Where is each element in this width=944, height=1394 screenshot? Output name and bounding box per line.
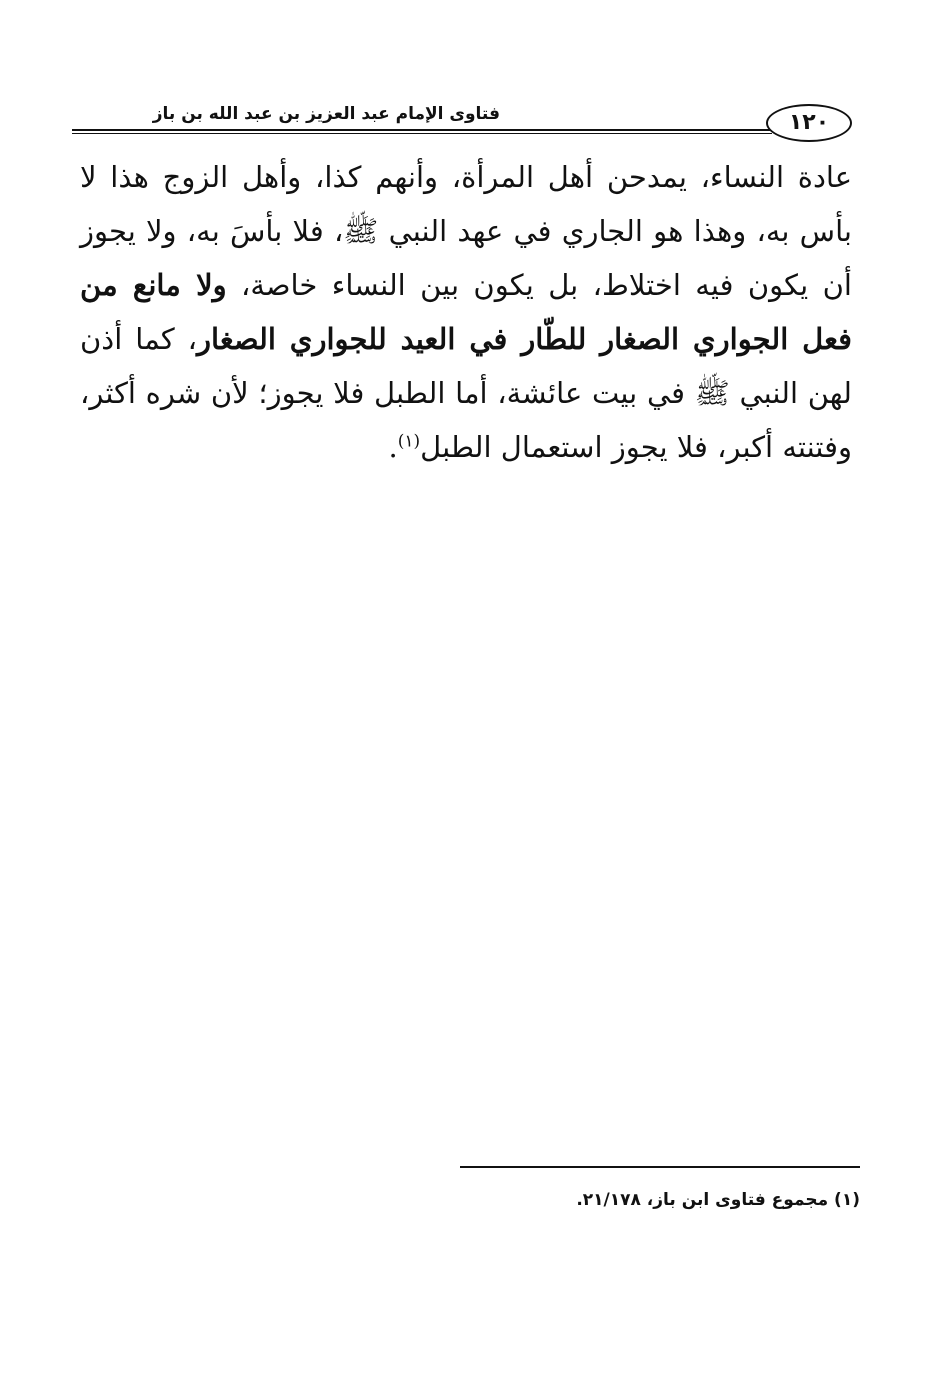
body-paragraph (80, 150, 852, 474)
footnote-marker[interactable]: (١) (397, 431, 421, 452)
page-number: ١٢٠ (766, 104, 852, 142)
header-title: فتاوى الإمام عبد العزيز بن عبد الله بن باز (152, 104, 500, 124)
body-text-part-2: ، كما أذن لهن النبي ﷺ في بيت عائشة، أما الطبل فلا يجوز؛ لأن شره أكثر، وفتنته أكبر، فلا يجوز استعمال الطبل (80, 322, 852, 464)
footnote-separator (460, 1166, 860, 1168)
body-text (80, 150, 852, 474)
header-rule (72, 129, 772, 131)
end-punctuation: . (388, 430, 398, 464)
running-header (72, 100, 858, 144)
header-rule-thin (72, 133, 772, 134)
body-text-part-1: عادة النساء، يمدحن أهل المرأة، وأنهم كذا، وأهل الزوج هذا لا بأس به، وهذا هو الجاري في عهد النبي ﷺ، فلا بأسَ به، ولا يجوز أن يكون فيه اختلاط، بل يكون بين النساء خاصة، (80, 160, 852, 302)
footnote-1: (١) مجموع فتاوى ابن باز، ٢١/١٧٨. (576, 1190, 860, 1210)
body-text-bold: ولا مانع من فعل الجواري الصغار للطّار في العيد للجواري الصغار (80, 268, 852, 356)
